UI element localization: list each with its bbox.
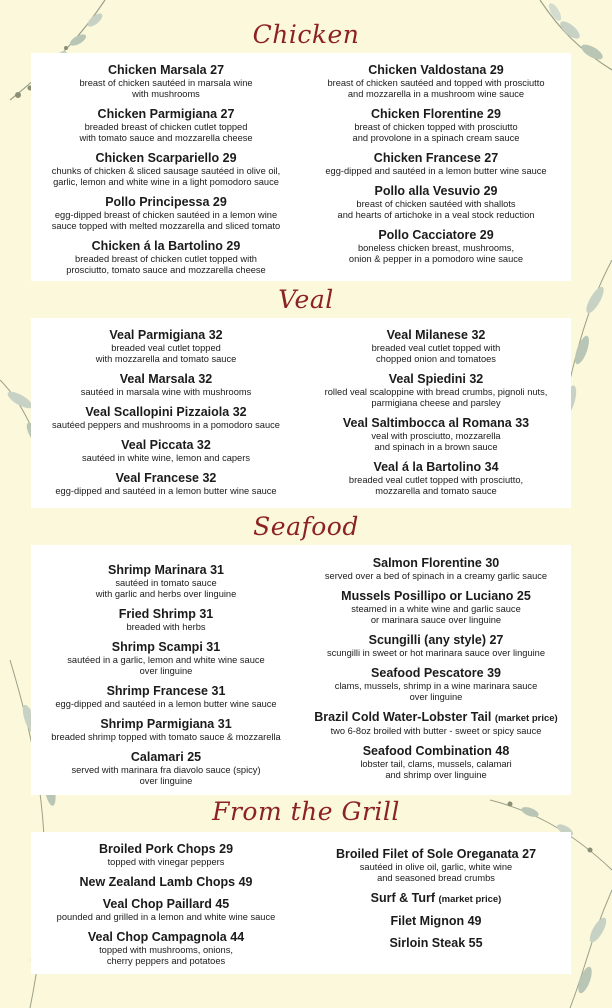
menu-item bbox=[31, 607, 301, 633]
menu-item-name-line bbox=[301, 556, 571, 571]
menu-item-description: breast of chicken sautéed with shallots and hearts of artichoke in a veal stock reduction bbox=[337, 199, 535, 220]
menu-item-price: 31 bbox=[211, 684, 226, 698]
menu-item-description: veal with prosciutto, mozzarella and spinach in a brown sauce bbox=[371, 431, 501, 452]
menu-item-name-line bbox=[301, 914, 571, 929]
menu-item-price: 29 bbox=[226, 239, 241, 253]
menu-item-name-line bbox=[31, 930, 301, 945]
menu-item-name: Chicken Francese bbox=[373, 151, 481, 165]
menu-item-name: Veal Chop Paillard bbox=[102, 897, 212, 911]
menu-item-price: 55 bbox=[468, 936, 483, 950]
menu-item-name-line bbox=[301, 710, 571, 726]
menu-item bbox=[31, 438, 301, 464]
menu-item-description: boneless chicken breast, mushrooms, onion & pepper in a pomodoro wine sauce bbox=[348, 243, 524, 264]
menu-item-description: topped with mushrooms, onions, cherry peppers and potatoes bbox=[99, 945, 233, 966]
menu-item-description: breaded shrimp topped with tomato sauce & mozzarella bbox=[51, 732, 281, 742]
menu-item bbox=[301, 328, 571, 365]
menu-item-name: Pollo Principessa bbox=[105, 195, 210, 209]
menu-item bbox=[301, 589, 571, 626]
menu-item-price: 29 bbox=[489, 63, 504, 77]
menu-item-description: egg-dipped and sautéed in a lemon butter wine sauce bbox=[55, 699, 277, 709]
menu-item bbox=[301, 107, 571, 144]
menu-item bbox=[31, 63, 301, 100]
menu-item-name: Pollo alla Vesuvio bbox=[374, 184, 481, 198]
menu-item-price: 31 bbox=[217, 717, 232, 731]
menu-item-name: Veal Spiedini bbox=[388, 372, 466, 386]
menu-item-name: Veal Francese bbox=[115, 471, 199, 485]
menu-item-price: 32 bbox=[471, 328, 486, 342]
menu-item-name-line bbox=[31, 405, 301, 420]
menu-item-description: served with marinara fra diavolo sauce (spicy) over linguine bbox=[71, 765, 261, 786]
menu-item-name-line bbox=[31, 563, 301, 578]
menu-item-price: 32 bbox=[232, 405, 247, 419]
menu-item-name: Salmon Florentine bbox=[372, 556, 482, 570]
menu-item-name: Veal Scallopini Pizzaiola bbox=[85, 405, 230, 419]
menu-item-name: Veal Piccata bbox=[121, 438, 194, 452]
menu-item-name: Filet Mignon bbox=[390, 914, 465, 928]
menu-item-name-line bbox=[301, 847, 571, 862]
menu-item-name-line bbox=[31, 151, 301, 166]
menu-item-name-line bbox=[31, 239, 301, 254]
menu-item-price: 29 bbox=[479, 228, 494, 242]
menu-item-price: 27 bbox=[210, 63, 225, 77]
section-title-veal: Veal bbox=[278, 285, 334, 314]
menu-item-price: 25 bbox=[187, 750, 202, 764]
menu-item bbox=[31, 750, 301, 787]
menu-item-name: Broiled Filet of Sole Oreganata bbox=[335, 847, 519, 861]
menu-item-price: 27 bbox=[489, 633, 504, 647]
menu-item-name: Chicken Scarpariello bbox=[95, 151, 220, 165]
menu-item-name-line bbox=[301, 460, 571, 475]
menu-item bbox=[301, 228, 571, 265]
menu-item-name: Fried Shrimp bbox=[118, 607, 196, 621]
menu-item-name: Veal Marsala bbox=[119, 372, 195, 386]
menu-item-name-line bbox=[31, 842, 301, 857]
menu-item-name-line bbox=[31, 471, 301, 486]
menu-item bbox=[301, 151, 571, 177]
menu-item bbox=[31, 897, 301, 923]
menu-item-price: 45 bbox=[215, 897, 230, 911]
menu-item-name-line bbox=[301, 372, 571, 387]
chicken-left-column bbox=[31, 63, 301, 283]
menu-item-name: Veal Milanese bbox=[386, 328, 468, 342]
menu-item-description: egg-dipped breast of chicken sautéed in a lemon wine sauce topped with melted mozzarella and sliced tomato bbox=[51, 210, 281, 231]
chicken-right-column bbox=[301, 63, 571, 272]
menu-item-price: 48 bbox=[495, 744, 510, 758]
menu-item bbox=[31, 239, 301, 276]
seafood-right-column bbox=[301, 556, 571, 788]
seafood-panel bbox=[31, 545, 571, 795]
menu-item bbox=[31, 328, 301, 365]
menu-item-description: breaded breast of chicken cutlet topped with prosciutto, tomato sauce and mozzarella cheese bbox=[66, 254, 266, 275]
veal-left-column bbox=[31, 328, 301, 504]
menu-item-name: Shrimp Marinara bbox=[107, 563, 207, 577]
menu-item-name-line bbox=[31, 717, 301, 732]
menu-item-name-line bbox=[301, 184, 571, 199]
menu-item bbox=[301, 633, 571, 659]
menu-item-description: sautéed in olive oil, garlic, white wine and seasoned bread crumbs bbox=[359, 862, 513, 883]
menu-item-description: breaded veal cutlet topped with mozzarella and tomato sauce bbox=[95, 343, 237, 364]
veal-panel bbox=[31, 318, 571, 508]
menu-item-name-line bbox=[31, 875, 301, 890]
menu-item-description: scungilli in sweet or hot marinara sauce over linguine bbox=[326, 648, 546, 658]
menu-item-name: Chicken Parmigiana bbox=[97, 107, 218, 121]
menu-item-name: Chicken á la Bartolino bbox=[91, 239, 223, 253]
menu-item-name-line bbox=[301, 151, 571, 166]
menu-item-description: breast of chicken topped with prosciutto and provolone in a spinach cream sauce bbox=[352, 122, 520, 143]
menu-item bbox=[31, 842, 301, 868]
menu-item-name-line bbox=[301, 328, 571, 343]
menu-item bbox=[31, 195, 301, 232]
menu-item-price: 25 bbox=[516, 589, 531, 603]
menu-item-name-line bbox=[31, 328, 301, 343]
menu-item-description: pounded and grilled in a lemon and white wine sauce bbox=[56, 912, 276, 922]
menu-item-name-line bbox=[301, 936, 571, 951]
menu-item-name-line bbox=[31, 750, 301, 765]
menu-item-name: Broiled Pork Chops bbox=[98, 842, 216, 856]
menu-item-name-line bbox=[31, 63, 301, 78]
grill-right-column bbox=[301, 847, 571, 958]
menu-item-name-line bbox=[301, 891, 571, 907]
menu-item-price: 29 bbox=[487, 107, 501, 121]
menu-item-name: Veal Parmigiana bbox=[109, 328, 206, 342]
menu-item-price: 29 bbox=[219, 842, 234, 856]
menu-item-name: Calamari bbox=[130, 750, 184, 764]
menu-item-price: 49 bbox=[467, 914, 482, 928]
menu-item-name-line bbox=[301, 63, 571, 78]
menu-item-name-line bbox=[31, 372, 301, 387]
menu-item-price: 32 bbox=[202, 471, 217, 485]
menu-item-name-line bbox=[31, 684, 301, 699]
menu-item bbox=[301, 744, 571, 781]
menu-item-price: 31 bbox=[199, 607, 214, 621]
menu-item-description: breaded breast of chicken cutlet topped with tomato sauce and mozzarella cheese bbox=[79, 122, 253, 143]
menu-item-price: 32 bbox=[469, 372, 484, 386]
menu-item-price: 27 bbox=[220, 107, 235, 121]
menu-item-price: 34 bbox=[484, 460, 499, 474]
menu-item bbox=[31, 563, 301, 600]
menu-item-description: two 6-8oz broiled with butter - sweet or spicy sauce bbox=[330, 726, 542, 736]
menu-item bbox=[31, 875, 301, 890]
menu-item-name: Pollo Cacciatore bbox=[378, 228, 477, 242]
menu-item-description: breaded veal cutlet topped with prosciutto, mozzarella and tomato sauce bbox=[348, 475, 524, 496]
menu-item-description: sautéed in tomato sauce with garlic and herbs over linguine bbox=[95, 578, 237, 599]
menu-item-name: Brazil Cold Water-Lobster Tail bbox=[314, 710, 492, 724]
menu-item-name: Shrimp Parmigiana bbox=[100, 717, 215, 731]
menu-item bbox=[31, 151, 301, 188]
menu-item-description: sautéed peppers and mushrooms in a pomodoro sauce bbox=[52, 420, 280, 430]
menu-item bbox=[301, 936, 571, 951]
menu-item-name: Chicken Florentine bbox=[371, 107, 484, 121]
menu-item-description: chunks of chicken & sliced sausage sautéed in olive oil, garlic, lemon and white wine in a light pomodoro sauce bbox=[51, 166, 281, 187]
menu-item-name: New Zealand Lamb Chops bbox=[79, 875, 236, 889]
section-title-seafood: Seafood bbox=[253, 512, 359, 541]
menu-item bbox=[301, 184, 571, 221]
menu-item bbox=[31, 684, 301, 710]
menu-item-description: lobster tail, clams, mussels, calamari and shrimp over linguine bbox=[360, 759, 512, 780]
menu-item-price: 29 bbox=[222, 151, 237, 165]
menu-item-description: egg-dipped and sautéed in a lemon butter wine sauce bbox=[55, 486, 277, 496]
menu-item-name: Veal Saltimbocca al Romana bbox=[342, 416, 512, 430]
menu-item-price: 32 bbox=[208, 328, 223, 342]
menu-item-description: breast of chicken sautéed in marsala wine with mushrooms bbox=[79, 78, 253, 99]
veal-right-column bbox=[301, 328, 571, 504]
section-title-chicken: Chicken bbox=[252, 20, 360, 49]
menu-item-name-line bbox=[301, 228, 571, 243]
menu-item-name-line bbox=[31, 607, 301, 622]
menu-item-name: Seafood Combination bbox=[362, 744, 492, 758]
menu-item-price: 31 bbox=[210, 563, 225, 577]
menu-item bbox=[31, 640, 301, 677]
menu-item bbox=[301, 63, 571, 100]
menu-item bbox=[31, 372, 301, 398]
menu-item-description: breaded veal cutlet topped with chopped onion and tomatoes bbox=[371, 343, 501, 364]
menu-item-name-line bbox=[301, 666, 571, 681]
menu-item-description: sautéed in marsala wine with mushrooms bbox=[80, 387, 252, 397]
menu-item-price-note: (market price) bbox=[438, 894, 502, 905]
grill-panel bbox=[31, 832, 571, 974]
menu-item-price: 33 bbox=[515, 416, 530, 430]
menu-item-name-line bbox=[301, 633, 571, 648]
menu-item-name: Veal Chop Campagnola bbox=[87, 930, 227, 944]
menu-item bbox=[31, 471, 301, 497]
menu-item-price: 27 bbox=[484, 151, 499, 165]
menu-item-name-line bbox=[301, 744, 571, 759]
menu-item-name-line bbox=[301, 107, 571, 122]
menu-item-name: Sirloin Steak bbox=[389, 936, 466, 950]
menu-item bbox=[301, 666, 571, 703]
menu-item-price: 32 bbox=[196, 438, 211, 452]
menu-item-price: 31 bbox=[206, 640, 221, 654]
menu-item-price: 30 bbox=[485, 556, 500, 570]
menu-item-name-line bbox=[31, 195, 301, 210]
menu-item-name: Veal á la Bartolino bbox=[373, 460, 482, 474]
menu-item-description: egg-dipped and sautéed in a lemon butter wine sauce bbox=[325, 166, 547, 176]
menu-item-description: breast of chicken sautéed and topped with prosciutto and mozzarella in a mushroom wine sauce bbox=[327, 78, 545, 99]
menu-item-name: Chicken Valdostana bbox=[368, 63, 487, 77]
menu-item-name-line bbox=[31, 107, 301, 122]
menu-item-price: 44 bbox=[230, 930, 245, 944]
menu-item bbox=[301, 556, 571, 582]
menu-item-name: Shrimp Francese bbox=[106, 684, 209, 698]
menu-item-name: Chicken Marsala bbox=[107, 63, 207, 77]
menu-item-name: Shrimp Scampi bbox=[111, 640, 203, 654]
menu-item-name-line bbox=[301, 589, 571, 604]
menu-item bbox=[31, 930, 301, 967]
menu-item-price: 39 bbox=[487, 666, 501, 680]
menu-item-description: rolled veal scaloppine with bread crumbs, pignoli nuts, parmigiana cheese and parsley bbox=[324, 387, 548, 408]
menu-item-price: 49 bbox=[238, 875, 253, 889]
menu-item bbox=[301, 710, 571, 737]
menu-item-description: breaded with herbs bbox=[126, 622, 206, 632]
menu-item bbox=[301, 372, 571, 409]
menu-item-name: Seafood Pescatore bbox=[371, 666, 484, 680]
menu-item-name-line bbox=[301, 416, 571, 431]
menu-item bbox=[31, 107, 301, 144]
seafood-left-column bbox=[31, 563, 301, 794]
menu-item bbox=[301, 847, 571, 884]
menu-item bbox=[301, 914, 571, 929]
menu-item-description: steamed in a white wine and garlic sauce or marinara sauce over linguine bbox=[351, 604, 521, 625]
menu-item-description: sautéed in a garlic, lemon and white wine sauce over linguine bbox=[67, 655, 265, 676]
menu-item-description: topped with vinegar peppers bbox=[107, 857, 225, 867]
chicken-panel bbox=[31, 53, 571, 281]
menu-item-name-line bbox=[31, 897, 301, 912]
menu-item bbox=[31, 405, 301, 431]
menu-item-name: Mussels Posillipo or Luciano bbox=[341, 589, 514, 603]
menu-item-price: 29 bbox=[483, 184, 498, 198]
menu-item-name-line bbox=[31, 640, 301, 655]
menu-item-name: Scungilli (any style) bbox=[368, 633, 486, 647]
menu-item-price: 29 bbox=[212, 195, 227, 209]
menu-item-name: Surf & Turf bbox=[370, 891, 435, 905]
menu-item-name-line bbox=[31, 438, 301, 453]
menu-item-description: sautéed in white wine, lemon and capers bbox=[82, 453, 250, 463]
menu-item-description: clams, mussels, shrimp in a wine marinara sauce over linguine bbox=[334, 681, 538, 702]
menu-item-description: served over a bed of spinach in a creamy garlic sauce bbox=[324, 571, 548, 581]
menu-item bbox=[31, 717, 301, 743]
menu-item-price-note: (market price) bbox=[494, 713, 558, 724]
menu-item bbox=[301, 891, 571, 907]
menu-item bbox=[301, 416, 571, 453]
menu-item-price: 27 bbox=[522, 847, 537, 861]
menu-item bbox=[301, 460, 571, 497]
grill-left-column bbox=[31, 842, 301, 974]
section-title-grill: From the Grill bbox=[212, 797, 400, 826]
menu-item-price: 32 bbox=[198, 372, 213, 386]
